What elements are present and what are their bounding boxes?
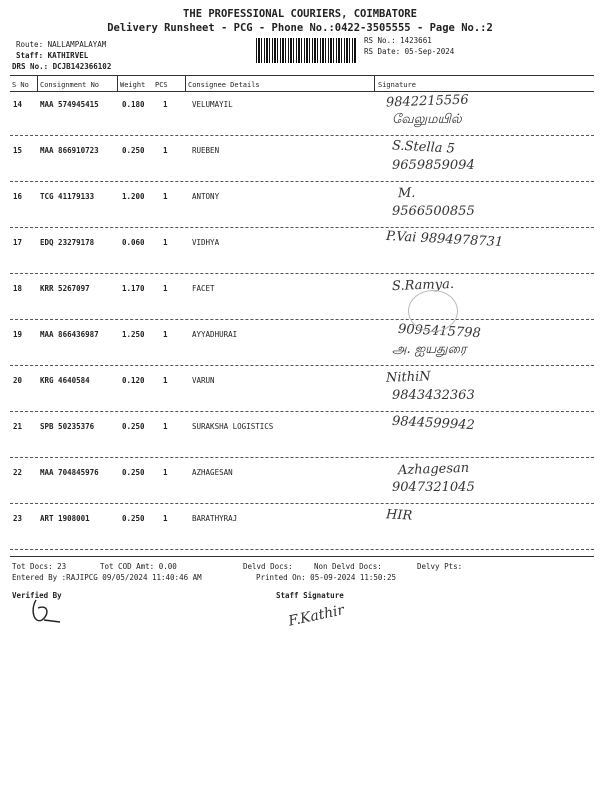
row-separator	[10, 503, 594, 504]
row-weight: 1.250	[122, 330, 145, 339]
col-consignment: Consignment No	[40, 81, 100, 89]
row-separator	[10, 411, 594, 412]
row-consignment: MAA 574945415	[40, 100, 99, 109]
row-signature-line1: S.Stella 5	[391, 138, 456, 157]
row-consignee: FACET	[192, 284, 215, 293]
delivery-points: Delvy Pts:	[417, 562, 463, 571]
row-signature-line1: Azhagesan	[397, 460, 470, 479]
row-sno: 22	[13, 468, 23, 477]
row-separator	[10, 181, 594, 182]
row-sno: 19	[13, 330, 23, 339]
row-sno: 21	[13, 422, 23, 431]
col-divider	[37, 75, 38, 91]
row-signature-line1: 9844599942	[391, 413, 476, 434]
row-consignment: ART 1908001	[40, 514, 90, 523]
row-weight: 1.200	[122, 192, 145, 201]
row-consignee: VIDHYA	[192, 238, 220, 247]
barcode	[256, 38, 356, 63]
row-pcs: 1	[163, 146, 168, 155]
row-consignee: SURAKSHA LOGISTICS	[192, 422, 274, 431]
row-consignment: TCG 41179133	[40, 192, 95, 201]
total-cod: Tot COD Amt: 0.00	[100, 562, 177, 571]
row-sno: 20	[13, 376, 23, 385]
row-pcs: 1	[163, 514, 168, 523]
rs-date: RS Date: 05-Sep-2024	[364, 47, 455, 56]
rs-number: RS No.: 1423661	[364, 36, 432, 45]
row-signature-line2: 9843432363	[392, 388, 475, 403]
row-pcs: 1	[163, 330, 168, 339]
row-consignee: VELUMAYIL	[192, 100, 233, 109]
row-sno: 14	[13, 100, 23, 109]
row-signature-line2: 9566500855	[392, 204, 475, 219]
row-signature-line2: அ. ஐயதுரை	[392, 342, 467, 357]
footer-rule	[10, 556, 594, 557]
row-consignment: MAA 866436987	[40, 330, 99, 339]
row-separator	[10, 135, 594, 136]
row-consignment: EDQ 23279178	[40, 238, 95, 247]
row-pcs: 1	[163, 192, 168, 201]
col-consignee: Consignee Details	[188, 81, 260, 89]
row-separator	[10, 227, 594, 228]
header-top-rule	[10, 75, 594, 76]
total-docs: Tot Docs: 23	[12, 562, 67, 571]
row-separator	[10, 549, 594, 550]
row-weight: 0.180	[122, 100, 145, 109]
row-weight: 0.250	[122, 146, 145, 155]
row-signature-line2: 9659859094	[392, 158, 475, 173]
row-signature-line1: P.Vai 9894978731	[385, 228, 504, 251]
row-pcs: 1	[163, 376, 168, 385]
row-separator	[10, 319, 594, 320]
col-weight: Weight	[120, 81, 146, 89]
row-sno: 15	[13, 146, 23, 155]
row-separator	[10, 457, 594, 458]
row-weight: 0.120	[122, 376, 145, 385]
row-pcs: 1	[163, 238, 168, 247]
delivered-docs: Delvd Docs:	[243, 562, 293, 571]
row-weight: 0.250	[122, 422, 145, 431]
row-weight: 0.060	[122, 238, 145, 247]
row-separator	[10, 365, 594, 366]
col-divider	[374, 75, 375, 91]
row-consignee: AYYADHURAI	[192, 330, 238, 339]
row-consignment: SPB 50235376	[40, 422, 95, 431]
entered-by: Entered By :RAJIPCG 09/05/2024 11:40:46 AM	[12, 573, 202, 582]
col-divider	[117, 75, 118, 91]
col-pcs: PCS	[155, 81, 168, 89]
row-signature-line1: 9842215556	[385, 92, 469, 111]
verified-signature	[28, 598, 68, 628]
row-signature-line1: NithiN	[385, 369, 431, 386]
row-sno: 16	[13, 192, 23, 201]
row-consignment: MAA 866910723	[40, 146, 99, 155]
row-consignee: RUEBEN	[192, 146, 220, 155]
header-bottom-rule	[10, 91, 594, 92]
row-sno: 23	[13, 514, 23, 523]
staff-signature-label: Staff Signature	[276, 591, 344, 600]
printed-on: Printed On: 05-09-2024 11:50:25	[256, 573, 396, 582]
row-signature-line1: HIR	[385, 507, 413, 524]
row-signature-line2: வேலுமயில்	[392, 112, 462, 127]
non-delivered-docs: Non Delvd Docs:	[314, 562, 382, 571]
col-signature: Signature	[378, 81, 416, 89]
company-title: THE PROFESSIONAL COURIERS, COIMBATORE	[183, 8, 417, 20]
row-sno: 18	[13, 284, 23, 293]
row-consignment: KRR 5267097	[40, 284, 90, 293]
row-separator	[10, 273, 594, 274]
staff-signature-scrawl: F.Kathir	[286, 602, 346, 630]
row-signature-line1: 9095415798	[397, 321, 482, 342]
verified-by-label: Verified By	[12, 591, 62, 600]
drs-number: DRS No.: DCJB142366102	[12, 62, 112, 71]
row-weight: 1.170	[122, 284, 145, 293]
row-pcs: 1	[163, 284, 168, 293]
row-consignee: ANTONY	[192, 192, 220, 201]
route-label: Route: NALLAMPALAYAM	[16, 40, 107, 49]
row-consignee: BARATHYRAJ	[192, 514, 238, 523]
row-pcs: 1	[163, 100, 168, 109]
row-weight: 0.250	[122, 514, 145, 523]
row-pcs: 1	[163, 468, 168, 477]
row-consignment: KRG 4640584	[40, 376, 90, 385]
row-signature-line1: M.	[397, 185, 416, 202]
delivery-stamp	[408, 290, 458, 332]
runsheet-subtitle: Delivery Runsheet - PCG - Phone No.:0422-3505555 - Page No.:2	[107, 22, 493, 34]
row-consignment: MAA 704845976	[40, 468, 99, 477]
row-weight: 0.250	[122, 468, 145, 477]
row-signature-line1: S.Ramya.	[391, 276, 455, 295]
staff-label: Staff: KATHIRVEL	[16, 51, 89, 60]
row-consignee: VARUN	[192, 376, 215, 385]
row-signature-line2: 9047321045	[392, 480, 475, 495]
row-consignee: AZHAGESAN	[192, 468, 233, 477]
col-sno: S No	[12, 81, 29, 89]
row-sno: 17	[13, 238, 23, 247]
col-divider	[185, 75, 186, 91]
row-pcs: 1	[163, 422, 168, 431]
